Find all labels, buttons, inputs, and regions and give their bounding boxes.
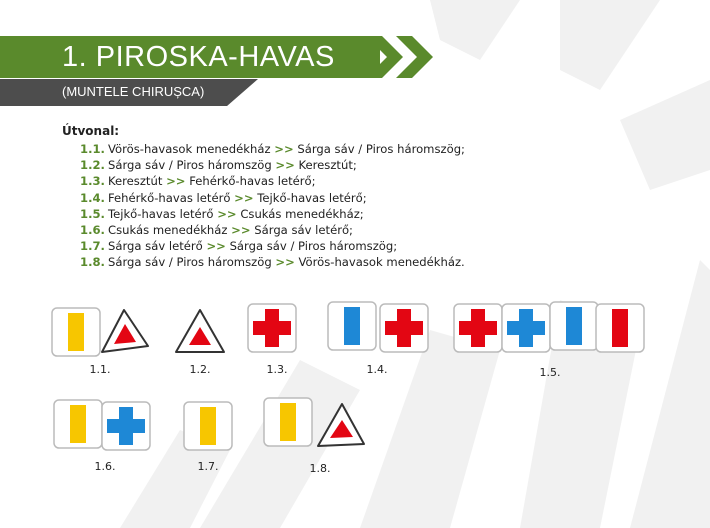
page-subtitle: (MUNTELE CHIRUȘCA) — [62, 84, 205, 99]
route-item-number: 1.6. — [80, 222, 105, 237]
route-separator: >> — [217, 206, 237, 221]
route-item-number: 1.7. — [80, 239, 105, 254]
marker-caption: 1.8. — [309, 462, 331, 475]
marker-caption: 1.2. — [189, 363, 211, 376]
blue-cross-marker-icon — [500, 302, 552, 354]
red-cross-marker-icon — [378, 302, 430, 354]
route-item-from: Sárga sáv / Piros háromszög — [108, 255, 272, 270]
route-item-from: Fehérkő-havas letérő — [108, 190, 231, 205]
route-item-to: Tejkő-havas letérő; — [257, 190, 367, 205]
red-triangle-marker-icon — [96, 304, 152, 356]
route-item-to: Sárga sáv / Piros háromszög; — [229, 239, 398, 254]
marker-caption: 1.5. — [539, 366, 561, 379]
route-item-number: 1.3. — [80, 174, 105, 189]
route-item — [80, 190, 465, 206]
route-item-from: Sárga sáv letérő — [108, 239, 203, 254]
route-separator: >> — [234, 190, 254, 205]
marker-caption: 1.7. — [197, 460, 219, 473]
yellow-stripe-marker-icon — [52, 398, 104, 450]
route-separator: >> — [275, 255, 295, 270]
route-item-number: 1.8. — [80, 255, 105, 270]
route-item-number: 1.1. — [80, 142, 105, 156]
route-item-to: Sárga sáv letérő; — [254, 222, 353, 237]
route-item-from: Sárga sáv / Piros háromszög — [108, 158, 272, 173]
route-separator: >> — [206, 239, 226, 254]
route-item — [80, 254, 465, 270]
route-item-number: 1.5. — [80, 206, 105, 221]
route-item — [80, 238, 465, 254]
red-cross-marker-icon — [452, 302, 504, 354]
route-item-to: Vörös-havasok menedékház. — [298, 255, 465, 270]
marker-caption: 1.1. — [89, 363, 111, 376]
route-item-from: Csukás menedékház — [108, 222, 228, 237]
route-separator: >> — [275, 158, 295, 173]
route-item — [80, 157, 465, 173]
route-separator: >> — [274, 142, 294, 156]
route-item-from: Tejkő-havas letérő — [108, 206, 214, 221]
red-triangle-marker-icon — [174, 306, 226, 356]
double-chevron-icon — [366, 36, 442, 78]
route-item-number: 1.4. — [80, 190, 105, 205]
route-item — [80, 173, 465, 189]
blue-stripe-marker-icon — [326, 300, 378, 352]
route-item-to: Sárga sáv / Piros háromszög; — [297, 142, 465, 156]
route-item — [80, 222, 465, 238]
blue-stripe-marker-icon — [548, 300, 600, 352]
route-separator: >> — [166, 174, 186, 189]
route-item-to: Keresztút; — [298, 158, 357, 173]
route-item — [80, 206, 465, 222]
yellow-stripe-marker-icon — [182, 400, 234, 452]
route-item-from: Keresztút — [108, 174, 163, 189]
red-stripe-marker-icon — [594, 302, 646, 354]
route-item-to: Csukás menedékház; — [240, 206, 364, 221]
marker-caption: 1.3. — [266, 363, 288, 376]
route-item-from: Vörös-havasok menedékház — [108, 142, 271, 156]
route-item-to: Fehérkő-havas letérő; — [189, 174, 316, 189]
red-triangle-marker-icon — [312, 398, 368, 450]
route-heading: Útvonal: — [62, 124, 120, 138]
yellow-stripe-marker-icon — [262, 396, 314, 448]
red-cross-marker-icon — [246, 302, 298, 354]
route-list — [80, 141, 465, 271]
blue-cross-marker-icon — [100, 400, 152, 452]
marker-caption: 1.4. — [366, 363, 388, 376]
marker-caption: 1.6. — [94, 460, 116, 473]
route-separator: >> — [231, 222, 251, 237]
page-title: 1. PIROSKA-HAVAS — [62, 41, 335, 73]
route-item — [80, 141, 465, 157]
route-item-number: 1.2. — [80, 158, 105, 173]
yellow-stripe-marker-icon — [50, 306, 102, 358]
